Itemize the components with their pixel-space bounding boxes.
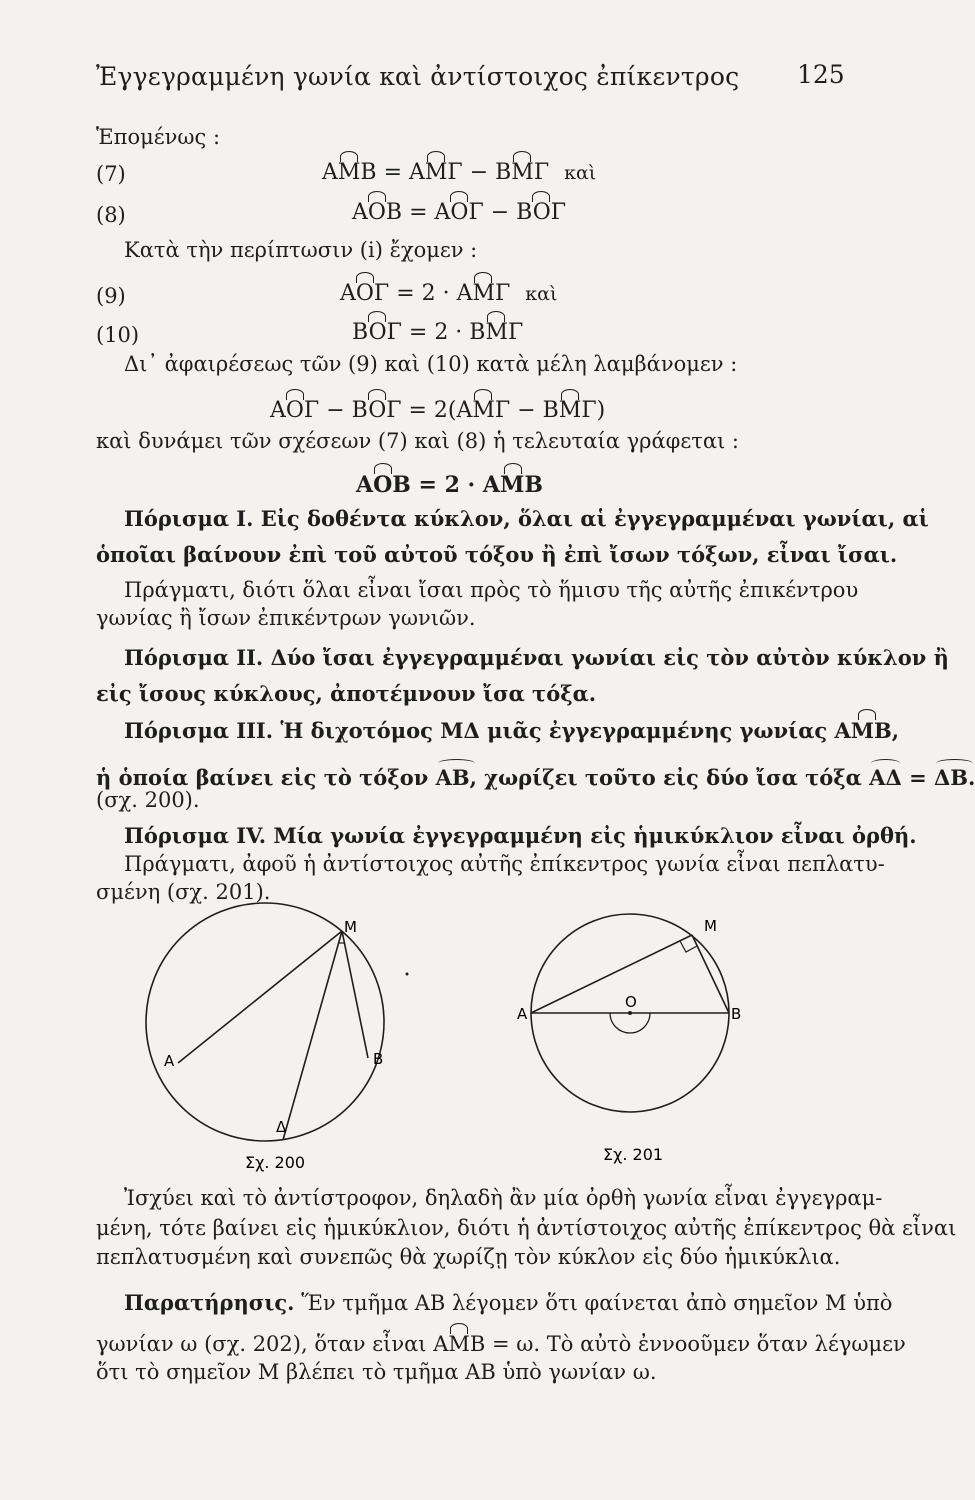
fig201-label-a: A — [517, 1005, 528, 1023]
corollary-1-proof-line2: γωνίας ἢ ἴσων ἐπικέντρων γωνιῶν. — [96, 606, 476, 630]
equation-number-7: (7) — [96, 162, 126, 186]
remark-line1 — [124, 1290, 893, 1315]
corollary-2-line1: Δύο ἴσαι ἐγγεγραμμέναι γωνίαι εἰς τὸν αὐτὸν κύκλον ἢ — [270, 645, 949, 670]
corollary-1-line2: ὁποῖαι βαίνουν ἐπὶ τοῦ αὐτοῦ τόξου ἢ ἐπὶ ἴσων τόξων, εἶναι ἴσαι. — [96, 542, 898, 567]
angle-amg: AMΓ — [456, 398, 511, 423]
relations-text: καὶ δυνάμει τῶν σχέσεων (7) καὶ (8) ἡ τελευταία γράφεται : — [96, 429, 740, 453]
angle-bmg: BMΓ — [495, 160, 550, 185]
angle-amb: AMB — [482, 472, 543, 498]
fig200-label-b: B — [373, 1050, 384, 1068]
subtract-text: Δι᾽ ἀφαιρέσεως τῶν (9) καὶ (10) κατὰ μέλη λαμβάνομεν : — [124, 352, 738, 376]
angle-bog: BOΓ — [351, 398, 402, 423]
equation-9: AOΓ = 2 · AMΓ καὶ — [340, 281, 558, 306]
corollary-3-line1: Ἡ διχοτόμος ΜΔ μιᾶς ἐγγεγραμμένης γωνίας — [280, 718, 828, 743]
remark-text1: Ἕν τμῆμα ΑΒ λέγομεν ὅτι φαίνεται ἀπὸ σημεῖον Μ ὑπὸ — [301, 1291, 893, 1315]
eq9-conj: καὶ — [525, 283, 558, 305]
angle-aog: AOΓ — [340, 281, 390, 306]
fig200-dot — [406, 973, 409, 976]
fig201-caption: Σχ. 201 — [603, 1145, 664, 1164]
fig200-chord-mb — [342, 931, 368, 1058]
fig201-straight-angle-arc — [610, 1013, 650, 1033]
arc-db: ΔB. — [933, 765, 975, 790]
equation-8: AOB = AOΓ − BOΓ — [352, 200, 567, 225]
corollary-4-line1: Μία γωνία ἐγγεγραμμένη εἰς ἡμικύκλιον εἶναι ὀρθή. — [273, 823, 917, 848]
converse-line2: μένη, τότε βαίνει εἰς ἡμικύκλιον, διότι ἡ ἀντίστοιχος αὐτῆς ἐπίκεντρος θὰ εἶναι — [96, 1216, 957, 1240]
arc-ab: AB, — [435, 765, 477, 790]
corollary-1-line1: Εἰς δοθέντα κύκλον, ὅλαι αἱ ἐγγεγραμμέναι γωνίαι, αἱ — [260, 506, 929, 531]
fig201-chord-mb — [692, 935, 729, 1013]
corollary-3-line3: (σχ. 200). — [96, 788, 200, 812]
equation-10: BOΓ = 2 · BMΓ — [352, 320, 524, 345]
coefficient: 2 · — [434, 320, 463, 345]
corollary-3-line2b: χωρίζει τοῦτο εἰς δύο ἴσα τόξα — [484, 765, 862, 790]
running-header: Ἐγγεγραμμένη γωνία καὶ ἀντίστοιχος ἐπίκεντρος — [96, 62, 740, 91]
remark-text2a: γωνίαν ω (σχ. 202), ὅταν εἶναι — [96, 1332, 427, 1356]
fig200-chord-ma — [178, 931, 342, 1063]
corollary-2-line2: εἰς ἴσους κύκλους, ἀποτέμνουν ἴσα τόξα. — [96, 681, 597, 706]
intro-text: Ἑπομένως : — [96, 125, 221, 149]
arc-ad: AΔ — [869, 765, 902, 790]
fig201-chord-am — [531, 935, 692, 1013]
angle-aob: AOB — [352, 200, 403, 225]
corollary-1-proof-line1: Πράγματι, διότι ὅλαι εἶναι ἴσαι πρὸς τὸ ἥμισυ τῆς αὐτῆς ἐπικέντρου — [124, 578, 859, 602]
angle-aog: AOΓ — [434, 200, 484, 225]
coefficient: 2 · — [444, 472, 476, 498]
angle-amg: AMΓ — [409, 160, 463, 185]
eq7-conj: καὶ — [564, 162, 597, 184]
fig200-label-a: A — [164, 1052, 175, 1070]
fig200-label-d: Δ — [276, 1118, 287, 1136]
converse-line1: Ἰσχύει καὶ τὸ ἀντίστροφον, δηλαδὴ ἂν μία ὀρθὴ γωνία εἶναι ἐγγεγραμ- — [124, 1186, 883, 1210]
converse-line3: πεπλατυσμένη καὶ συνεπῶς θὰ χωρίζῃ τὸν κύκλον εἰς δύο ἡμικύκλια. — [96, 1245, 841, 1269]
remark-line2 — [96, 1332, 906, 1356]
fig200-caption: Σχ. 200 — [245, 1153, 306, 1172]
fig201-label-b: B — [731, 1005, 742, 1023]
angle-aob: AOB — [356, 472, 411, 498]
fig201-label-m: M — [704, 917, 717, 935]
angle-amb: AMB — [322, 160, 377, 185]
equals-sign: = — [909, 765, 927, 790]
figure-201 — [517, 914, 741, 1164]
case-text: Κατὰ τὴν περίπτωσιν (i) ἔχομεν : — [124, 238, 478, 262]
fig200-label-m: M — [344, 918, 357, 936]
corollary-4-proof-line1: Πράγματι, ἀφοῦ ἡ ἀντίστοιχος αὐτῆς ἐπίκεντρος γωνία εἶναι πεπλατυ- — [124, 852, 885, 876]
angle-bmg: BMΓ — [469, 320, 524, 345]
corollary-1-title: Πόρισμα Ι. — [124, 506, 254, 531]
fig201-right-angle-mark — [680, 941, 697, 952]
angle-bmg: BMΓ — [542, 398, 597, 423]
angle-bog: BOΓ — [352, 320, 402, 345]
coefficient: 2 · — [421, 281, 450, 306]
equation-number-8: (8) — [96, 203, 126, 227]
corollary-2-title: Πόρισμα ΙΙ. — [124, 645, 264, 670]
angle-amg: AMΓ — [456, 281, 511, 306]
fig201-label-o: O — [625, 993, 637, 1011]
page-number: 125 — [797, 60, 845, 89]
remark-line3: ὅτι τὸ σημεῖον Μ βλέπει τὸ τμῆμα ΑΒ ὑπὸ γωνίαν ω. — [96, 1360, 657, 1384]
corollary-4-title: Πόρισμα ΙV. — [124, 823, 267, 848]
figure-200 — [146, 903, 409, 1172]
remark-title: Παρατήρησις. — [124, 1290, 295, 1315]
fig201-center — [628, 1011, 632, 1015]
corollary-4-proof-line2: σμένη (σχ. 201). — [96, 880, 271, 904]
equation-11: AOΓ − BOΓ = 2(AMΓ − BMΓ) — [270, 398, 606, 423]
angle-amb: AMB, — [834, 718, 900, 743]
angle-aog: AOΓ — [270, 398, 320, 423]
angle-bog: BOΓ — [516, 200, 567, 225]
equation-number-9: (9) — [96, 284, 126, 308]
remark-text2b: = ω. Τὸ αὐτὸ ἐννοοῦμεν ὅταν λέγωμεν — [492, 1332, 906, 1356]
angle-amb: AMB — [433, 1332, 486, 1356]
corollary-3-title: Πόρισμα ΙΙΙ. — [124, 718, 274, 743]
equation-7: AMB = AMΓ − BMΓ καὶ — [322, 160, 597, 185]
fig200-bisector-md — [283, 931, 342, 1140]
corollary-3-line2a: ἡ ὁποία βαίνει εἰς τὸ τόξον — [96, 765, 429, 790]
equation-12: AOB = 2 · AMB — [356, 472, 543, 498]
equation-number-10: (10) — [96, 323, 140, 347]
fig200-circle — [146, 903, 384, 1141]
